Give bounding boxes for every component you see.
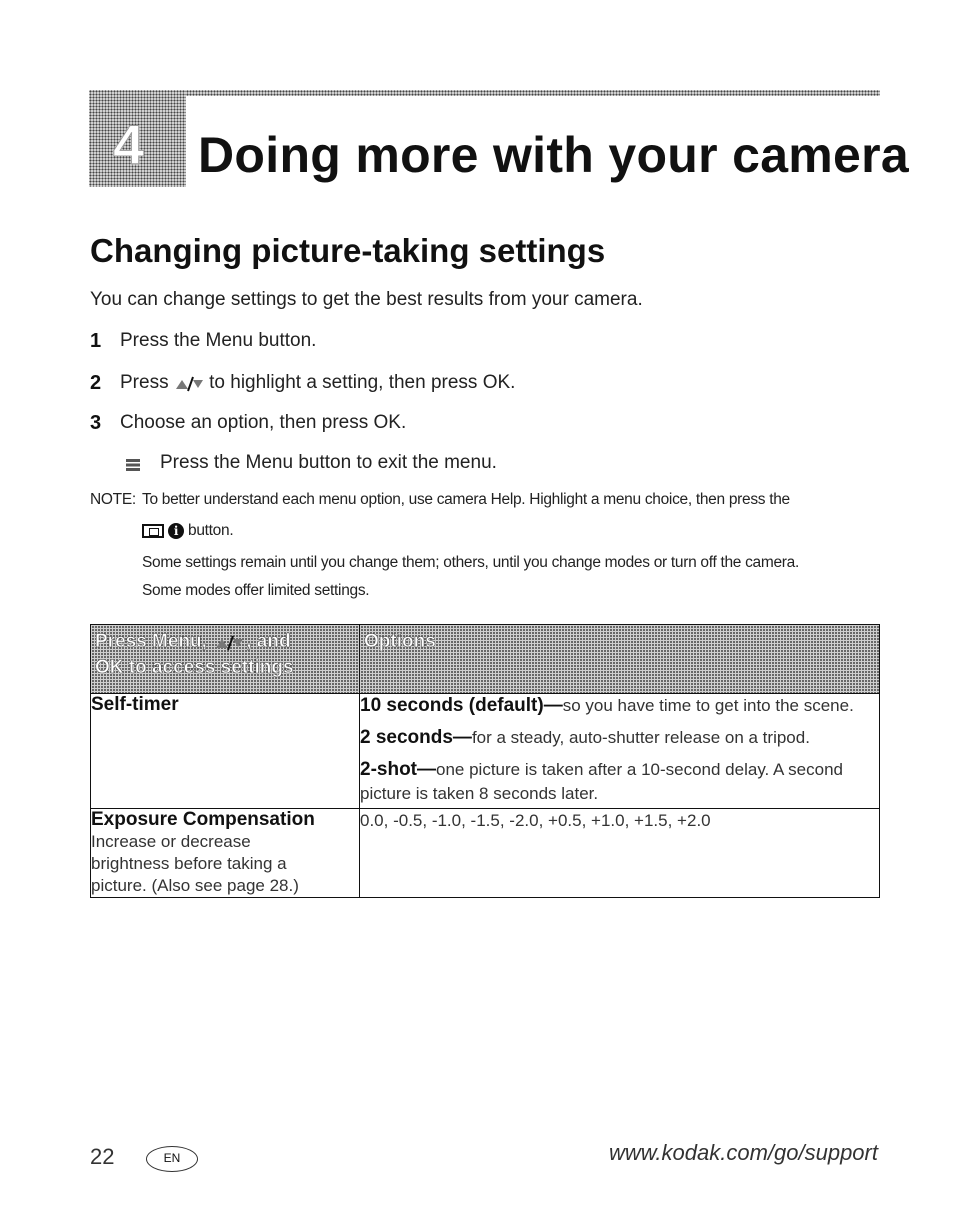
step-1-text: Press the Menu button.	[120, 330, 317, 351]
note-line-1: To better understand each menu option, use camera Help. Highlight a menu choice, then press the	[142, 491, 790, 508]
header-col1-line2: OK to access settings	[95, 657, 294, 678]
note-line-3: Some settings remain until you change them; others, until you change modes or turn off the camera.	[142, 554, 799, 571]
step-2-pre: Press	[120, 372, 169, 393]
header-rule	[186, 90, 880, 96]
note-line-2-text: button.	[188, 522, 234, 539]
option-label: 2-shot—	[360, 759, 436, 780]
header-settings-col	[91, 625, 360, 694]
section-title: Changing picture-taking settings	[90, 232, 606, 269]
note-label: NOTE:	[90, 491, 136, 508]
menu-exit-text: Press the Menu button to exit the menu.	[160, 452, 497, 473]
page-number: 22	[90, 1144, 115, 1169]
header-col1-post: , and	[246, 631, 291, 652]
header-options-col: Options	[360, 625, 880, 694]
note-line-4: Some modes offer limited settings.	[142, 582, 370, 599]
table-row	[91, 809, 880, 898]
menu-button-icon	[125, 458, 141, 472]
option-label: 10 seconds (default)—	[360, 695, 563, 716]
chapter-number: 4	[113, 113, 145, 176]
info-icon: i	[168, 523, 184, 539]
language-badge: EN	[146, 1146, 198, 1172]
step-3-number: 3	[90, 412, 102, 434]
option-item: 0.0, -0.5, -1.0, -1.5, -2.0, +0.5, +1.0, +1.5, +2.0	[360, 811, 711, 830]
option-text: one picture is taken after a 10-second delay. A second picture is taken 8 seconds later.	[360, 760, 844, 803]
intro-text: You can change settings to get the best results from your camera.	[90, 289, 643, 310]
option-text: so you have time to get into the scene.	[562, 696, 854, 715]
step-1-number: 1	[90, 330, 102, 352]
header-col1-pre: Press Menu,	[95, 631, 213, 652]
setting-name: Exposure Compensation	[91, 809, 315, 830]
option-item	[360, 758, 879, 806]
setting-cell	[91, 809, 360, 898]
settings-table	[90, 624, 880, 898]
table-row	[91, 694, 880, 809]
chapter-title: Doing more with your camera	[198, 127, 910, 183]
setting-cell	[91, 694, 360, 809]
support-url: www.kodak.com/go/support	[608, 1140, 878, 1165]
option-label: 2 seconds—	[360, 727, 472, 748]
setting-name: Self-timer	[91, 694, 179, 715]
step-3-text: Choose an option, then press OK.	[120, 412, 407, 433]
step-2-post: to highlight a setting, then press OK.	[209, 372, 516, 393]
note-line-2	[142, 522, 233, 540]
step-2-text	[120, 372, 515, 394]
review-button-icon	[142, 524, 164, 538]
option-item	[360, 726, 879, 750]
setting-description: Increase or decrease brightness before taking a picture. (Also see page 28.)	[91, 832, 299, 895]
options-cell	[360, 809, 880, 898]
up-down-arrows-icon	[212, 633, 246, 651]
option-item	[360, 694, 879, 718]
step-2-number: 2	[90, 372, 102, 394]
option-text: for a steady, auto-shutter release on a tripod.	[471, 728, 810, 747]
options-cell	[360, 694, 880, 809]
up-down-arrows-icon	[174, 374, 204, 392]
table-header-row	[91, 625, 880, 694]
